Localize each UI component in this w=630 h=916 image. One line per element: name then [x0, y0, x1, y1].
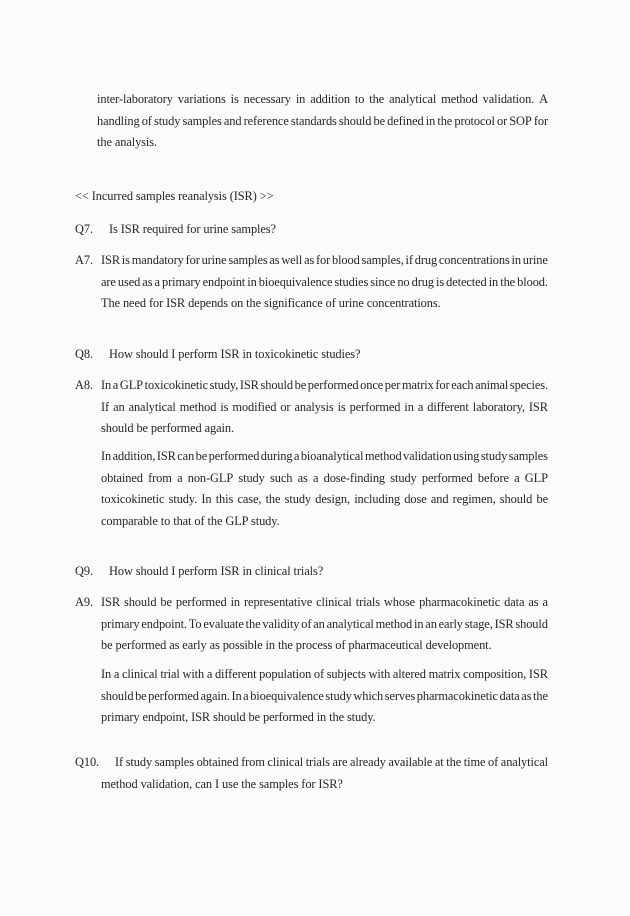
word: design, — [315, 492, 350, 506]
word: trials — [355, 595, 380, 609]
word: method — [364, 449, 402, 463]
word: bioequivalence — [250, 688, 324, 703]
word: of — [301, 616, 312, 631]
word: or — [496, 113, 508, 128]
word: in — [511, 253, 521, 267]
word: such — [270, 470, 293, 485]
word: for — [185, 253, 200, 267]
word: the — [446, 755, 462, 769]
word: altered — [392, 667, 426, 681]
section-heading-isr-block — [75, 186, 548, 208]
question-q10-block — [75, 752, 548, 795]
word: study, — [209, 378, 239, 392]
word: from — [148, 470, 172, 485]
word: if — [405, 253, 413, 267]
answer-label: A8. — [75, 378, 93, 392]
word: bioequivalence — [258, 274, 333, 289]
word: GLP — [119, 378, 143, 392]
word: validation — [403, 449, 452, 463]
word: toxicokinetic — [101, 492, 165, 506]
word: performed — [175, 595, 227, 609]
word: as — [142, 274, 153, 289]
answer-a7-block — [75, 250, 548, 315]
word: the — [533, 688, 548, 703]
word: samples — [154, 755, 194, 769]
word: since — [370, 274, 396, 289]
answer-a9-paragraph-2-block — [75, 664, 548, 729]
question-q8-block — [75, 344, 548, 366]
word: are — [332, 755, 348, 769]
word: a — [113, 667, 120, 681]
word: animal — [475, 378, 509, 392]
word: is — [337, 399, 346, 414]
word: is — [220, 399, 229, 414]
word: laboratory, — [472, 399, 525, 414]
word: method — [375, 616, 413, 631]
word: the — [437, 113, 453, 128]
word: evaluate — [203, 616, 244, 631]
text-line — [97, 111, 548, 133]
word: clinical — [267, 755, 304, 769]
text-line — [101, 375, 548, 397]
word: well — [281, 253, 303, 267]
word: a — [243, 688, 249, 703]
word: the — [369, 92, 385, 106]
answer-a9-block — [75, 592, 548, 657]
word: method — [179, 399, 217, 414]
word: used — [117, 274, 141, 289]
word: be — [135, 688, 147, 703]
word: a — [293, 449, 300, 463]
word: ISR — [156, 449, 176, 463]
word: be — [195, 449, 208, 463]
word: method — [441, 92, 478, 106]
word: validity — [262, 616, 300, 631]
word: reference — [243, 113, 289, 128]
word: of — [141, 113, 152, 128]
word: should — [338, 113, 372, 128]
word: study — [284, 492, 312, 506]
word: protocol — [454, 113, 495, 128]
word: dose — [404, 492, 427, 506]
word: performed — [307, 378, 359, 392]
word: case, — [237, 492, 262, 506]
word: blood. — [517, 274, 548, 289]
word: different — [214, 667, 257, 681]
word: is — [230, 92, 239, 106]
word: drug — [414, 253, 438, 267]
word: regimen, — [452, 492, 496, 506]
word: again. — [200, 688, 230, 703]
word: addition — [310, 92, 350, 106]
word: be — [373, 113, 386, 128]
word: before — [477, 470, 509, 485]
word: In — [201, 492, 212, 506]
text-line: should be performed again. — [101, 421, 234, 435]
word: should — [101, 688, 134, 703]
word: mandatory — [131, 253, 184, 267]
word: to — [354, 92, 365, 106]
word: studies — [334, 274, 369, 289]
word: ISR — [528, 399, 548, 414]
text-line — [101, 489, 548, 511]
word: in — [488, 274, 499, 289]
word: analytical — [128, 399, 176, 414]
word: matrix — [428, 667, 461, 681]
word: a — [206, 667, 213, 681]
word: performed — [349, 399, 401, 414]
word: bioanalytical — [300, 449, 364, 463]
word: in — [425, 113, 436, 128]
word: using — [453, 449, 480, 463]
text-line — [115, 752, 548, 774]
word: should — [499, 492, 533, 506]
word: drug — [411, 274, 434, 289]
word: validation. — [482, 92, 535, 106]
word: study — [480, 449, 508, 463]
word: analytical — [326, 616, 374, 631]
word: the — [245, 616, 261, 631]
word: analytical — [500, 755, 548, 769]
question-q7-block — [75, 219, 548, 241]
text-line — [101, 250, 548, 272]
word: stage, — [464, 616, 493, 631]
word: ISR — [528, 667, 548, 681]
word: study — [125, 755, 153, 769]
word: trials — [305, 755, 330, 769]
word: To — [188, 616, 202, 631]
word: no — [397, 274, 410, 289]
word: ISR — [101, 253, 120, 267]
word: variations — [177, 92, 226, 106]
text-line — [101, 614, 548, 636]
word: ISR — [101, 595, 120, 609]
word: inter-laboratory — [97, 92, 173, 106]
word: of — [313, 667, 324, 681]
word: data — [499, 688, 520, 703]
word: In — [101, 667, 112, 681]
word: be — [536, 492, 548, 506]
word: modified — [232, 399, 277, 414]
word: concentrations — [438, 253, 510, 267]
word: study — [325, 688, 352, 703]
word: obtained — [101, 470, 143, 485]
word: study — [238, 470, 265, 485]
word: samples, — [361, 253, 404, 267]
word: In — [101, 449, 112, 463]
text-line — [97, 89, 548, 111]
text-line — [101, 446, 548, 468]
word: primary — [101, 616, 140, 631]
word: be — [160, 595, 172, 609]
word: representative — [244, 595, 313, 609]
word: for — [533, 113, 548, 128]
word: each — [451, 378, 474, 392]
text-line: How should I perform ISR in clinical trials? — [109, 564, 324, 578]
text-line: comparable to that of the GLP study. — [101, 513, 280, 528]
word: as — [269, 253, 280, 267]
word: per — [384, 378, 401, 392]
word: clinical — [316, 595, 352, 609]
word: study — [390, 470, 417, 485]
word: urine — [201, 253, 227, 267]
question-q9-block — [75, 561, 548, 583]
word: subjects — [326, 667, 366, 681]
text-line: method validation, can I use the samples for ISR? — [101, 776, 343, 791]
word: early — [438, 616, 463, 631]
word: a — [514, 470, 520, 485]
text-line: The need for ISR depends on the significance of urine concentrations. — [101, 296, 441, 310]
word: which — [353, 688, 384, 703]
word: and — [223, 113, 242, 128]
word: different — [427, 399, 469, 414]
word: ISR — [494, 616, 514, 631]
word: non-GLP — [187, 470, 234, 485]
word: If — [101, 399, 110, 414]
word: obtained — [196, 755, 239, 769]
word: pharmacokinetic — [419, 595, 501, 609]
word: including — [354, 492, 401, 506]
word: or — [280, 399, 291, 414]
word: analytical — [389, 92, 437, 106]
word: in — [414, 616, 424, 631]
word: addition, — [112, 449, 156, 463]
answer-a8-block — [75, 375, 548, 440]
word: species. — [509, 378, 548, 392]
word: a — [177, 470, 183, 485]
word: pharmacokinetic — [416, 688, 498, 703]
word: whose — [383, 595, 416, 609]
word: standards — [290, 113, 337, 128]
word: matrix — [401, 378, 434, 392]
word: serves — [384, 688, 416, 703]
word: In — [231, 688, 242, 703]
word: trial — [160, 667, 180, 681]
word: available — [388, 755, 433, 769]
question-label: Q9. — [75, 564, 93, 578]
word: necessary — [243, 92, 291, 106]
word: samples — [182, 113, 222, 128]
word: once — [360, 378, 384, 392]
word: as — [528, 595, 539, 609]
word: detected — [446, 274, 487, 289]
text-line: Is ISR required for urine samples? — [109, 222, 276, 236]
word: for — [435, 378, 450, 392]
word: In — [101, 378, 112, 392]
word: with — [182, 667, 205, 681]
word: can — [177, 449, 195, 463]
word: an — [313, 616, 325, 631]
word: time — [463, 755, 486, 769]
word: analysis — [294, 399, 334, 414]
word: ISR — [239, 378, 259, 392]
text-line: primary endpoint, ISR should be performed in the study. — [101, 710, 376, 724]
word: and — [430, 492, 449, 506]
text-line — [101, 397, 548, 419]
word: in — [404, 399, 414, 414]
word: urine — [522, 253, 548, 267]
word: the — [500, 274, 516, 289]
word: endpoint — [202, 274, 246, 289]
word: SOP — [509, 113, 532, 128]
text-line — [101, 468, 548, 490]
word: as — [304, 253, 315, 267]
word: as — [521, 688, 532, 703]
carryover-paragraph-block — [75, 89, 548, 154]
word: defined — [387, 113, 424, 128]
word: clinical — [121, 667, 158, 681]
word: in — [295, 92, 306, 106]
word: is — [121, 253, 130, 267]
word: a — [154, 274, 160, 289]
text-line — [101, 592, 548, 614]
word: toxicokinetic — [144, 378, 208, 392]
word: population — [259, 667, 312, 681]
word: an — [113, 399, 125, 414]
word: already — [350, 755, 386, 769]
word: dose-finding — [323, 470, 386, 485]
text-line — [101, 272, 548, 294]
answer-label: A7. — [75, 253, 93, 267]
word: A — [539, 92, 548, 106]
question-label: Q8. — [75, 347, 93, 361]
question-label: Q10. — [75, 755, 100, 769]
word: as — [297, 470, 308, 485]
word: should — [260, 378, 293, 392]
word: blood — [331, 253, 360, 267]
word: GLP — [524, 470, 548, 485]
word: of — [488, 755, 499, 769]
text-line: the analysis. — [97, 135, 157, 149]
word: should — [123, 595, 157, 609]
word: is — [435, 274, 445, 289]
answer-label: A9. — [75, 595, 93, 609]
text-line: be performed as early as possible in the process of pharmaceutical development. — [101, 638, 492, 652]
word: primary — [161, 274, 201, 289]
section-heading-isr: << Incurred samples reanalysis (ISR) >> — [75, 189, 274, 203]
word: in — [230, 595, 241, 609]
word: study. — [168, 492, 198, 506]
word: performed — [421, 470, 473, 485]
word: for — [316, 253, 331, 267]
word: study — [153, 113, 181, 128]
word: in — [247, 274, 257, 289]
word: the — [265, 492, 281, 506]
word: this — [215, 492, 234, 506]
word: should — [515, 616, 548, 631]
word: data — [504, 595, 525, 609]
text-line — [101, 664, 548, 686]
word: performed — [148, 688, 199, 703]
word: a — [312, 470, 319, 485]
word: performed — [208, 449, 260, 463]
word: from — [241, 755, 265, 769]
word: a — [417, 399, 424, 414]
word: a — [112, 378, 119, 392]
word: with — [368, 667, 391, 681]
word: during — [260, 449, 293, 463]
word: an — [425, 616, 437, 631]
word: samples — [508, 449, 548, 463]
word: composition, — [463, 667, 527, 681]
word: endpoint. — [141, 616, 187, 631]
word: at — [434, 755, 444, 769]
text-line: How should I perform ISR in toxicokinetic studies? — [109, 347, 361, 361]
word: a — [542, 595, 548, 609]
word: are — [101, 274, 116, 289]
text-line — [101, 686, 548, 708]
word: handling — [97, 113, 140, 128]
word: be — [294, 378, 307, 392]
answer-a8-paragraph-2-block — [75, 446, 548, 532]
word: samples — [228, 253, 268, 267]
question-label: Q7. — [75, 222, 93, 236]
word: If — [115, 755, 124, 769]
